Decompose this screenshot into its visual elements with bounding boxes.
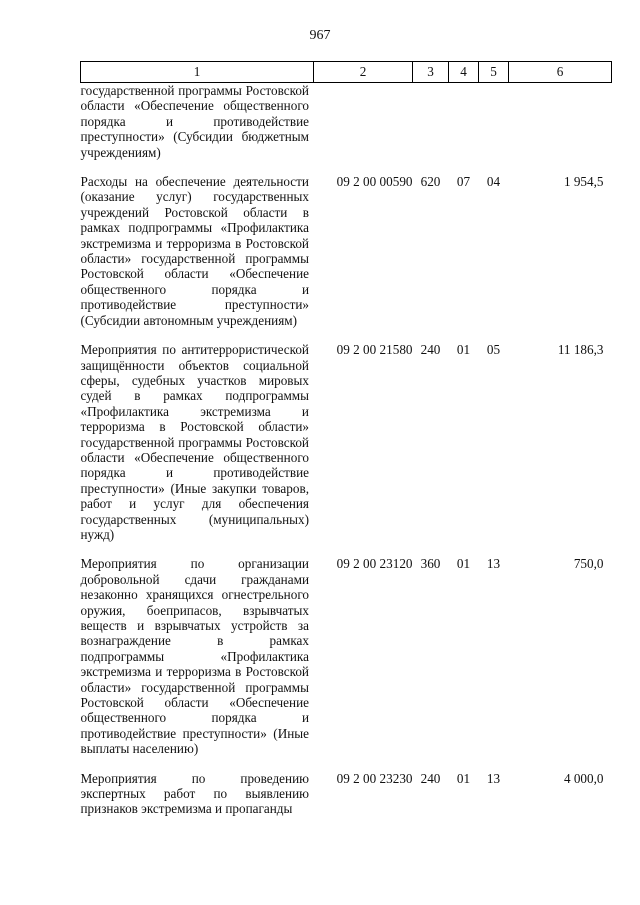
row-expense-type: 620 xyxy=(420,174,441,190)
header-col-6: 6 xyxy=(509,62,612,83)
table-row xyxy=(81,556,612,770)
row-section: 01 xyxy=(456,556,471,572)
table-header-row xyxy=(81,62,612,83)
table-row xyxy=(81,174,612,342)
row-name: Мероприятия по организации добровольной сдачи гражданами незаконно хранящихся огнестрельного оружия, боеприпасов, взрывчатых веществ и взрывчатых устройств за вознаграждение в рамках подпрограммы «Профилактика экстремизма и терроризма в Ростовской области» государственной программы Ростовской области «Обеспечение общественного порядка и противодействие преступности» (Иные выплаты населению) xyxy=(81,556,314,770)
row-subsection: 04 xyxy=(486,174,501,190)
budget-table xyxy=(80,61,612,831)
row-target-code: 09 2 00 23230 xyxy=(336,770,413,786)
row-name: государственной программы Ростовской области «Обеспечение общественного порядка и противодействие преступности» (Субсидии бюджетным учреждениям) xyxy=(81,83,314,175)
row-amount: 4 000,0 xyxy=(563,770,604,786)
row-amount xyxy=(509,83,612,175)
row-amount: 750,0 xyxy=(573,556,604,572)
page-number: 967 xyxy=(309,28,331,43)
table-row xyxy=(81,83,612,175)
row-subsection: 05 xyxy=(486,342,501,358)
row-name: Расходы на обеспечение деятельности (оказание услуг) государственных учреждений Ростовской области в рамках подпрограммы «Профилактика экстремизма и терроризма в Ростовской области» государственной программы Ростовской области «Обеспечение общественного порядка и противодействие преступности» (Субсидии автономным учреждениям) xyxy=(81,174,314,342)
row-section xyxy=(449,83,479,175)
row-expense-type: 240 xyxy=(420,342,441,358)
table-row xyxy=(81,771,612,831)
row-section: 01 xyxy=(456,770,471,786)
table-row xyxy=(81,342,612,556)
row-target-code: 09 2 00 00590 xyxy=(336,174,413,190)
row-expense-type: 240 xyxy=(420,770,441,786)
header-col-4: 4 xyxy=(449,62,479,83)
row-target-code xyxy=(314,83,413,175)
row-amount: 11 186,3 xyxy=(557,342,604,358)
row-expense-type xyxy=(413,83,449,175)
row-subsection: 13 xyxy=(486,556,501,572)
row-section: 01 xyxy=(456,342,471,358)
header-col-3: 3 xyxy=(413,62,449,83)
row-expense-type: 360 xyxy=(420,556,441,572)
header-col-2: 2 xyxy=(314,62,413,83)
row-section: 07 xyxy=(456,174,471,190)
row-target-code: 09 2 00 21580 xyxy=(336,342,413,358)
row-name: Мероприятия по проведению экспертных работ по выявлению признаков экстремизма и пропаганды xyxy=(81,771,314,831)
row-name: Мероприятия по антитеррористической защищённости объектов социальной сферы, судебных участков мировых судей в рамках подпрограммы «Профилактика экстремизма и терроризма в Ростовской области» государственной программы Ростовской области «Обеспечение общественного порядка и противодействие преступности» (Иные закупки товаров, работ и услуг для обеспечения государственных (муниципальных) нужд) xyxy=(81,342,314,556)
row-subsection: 13 xyxy=(486,770,501,786)
row-subsection xyxy=(479,83,509,175)
header-col-5: 5 xyxy=(479,62,509,83)
row-target-code: 09 2 00 23120 xyxy=(336,556,413,572)
header-col-1: 1 xyxy=(81,62,314,83)
row-amount: 1 954,5 xyxy=(563,174,604,190)
